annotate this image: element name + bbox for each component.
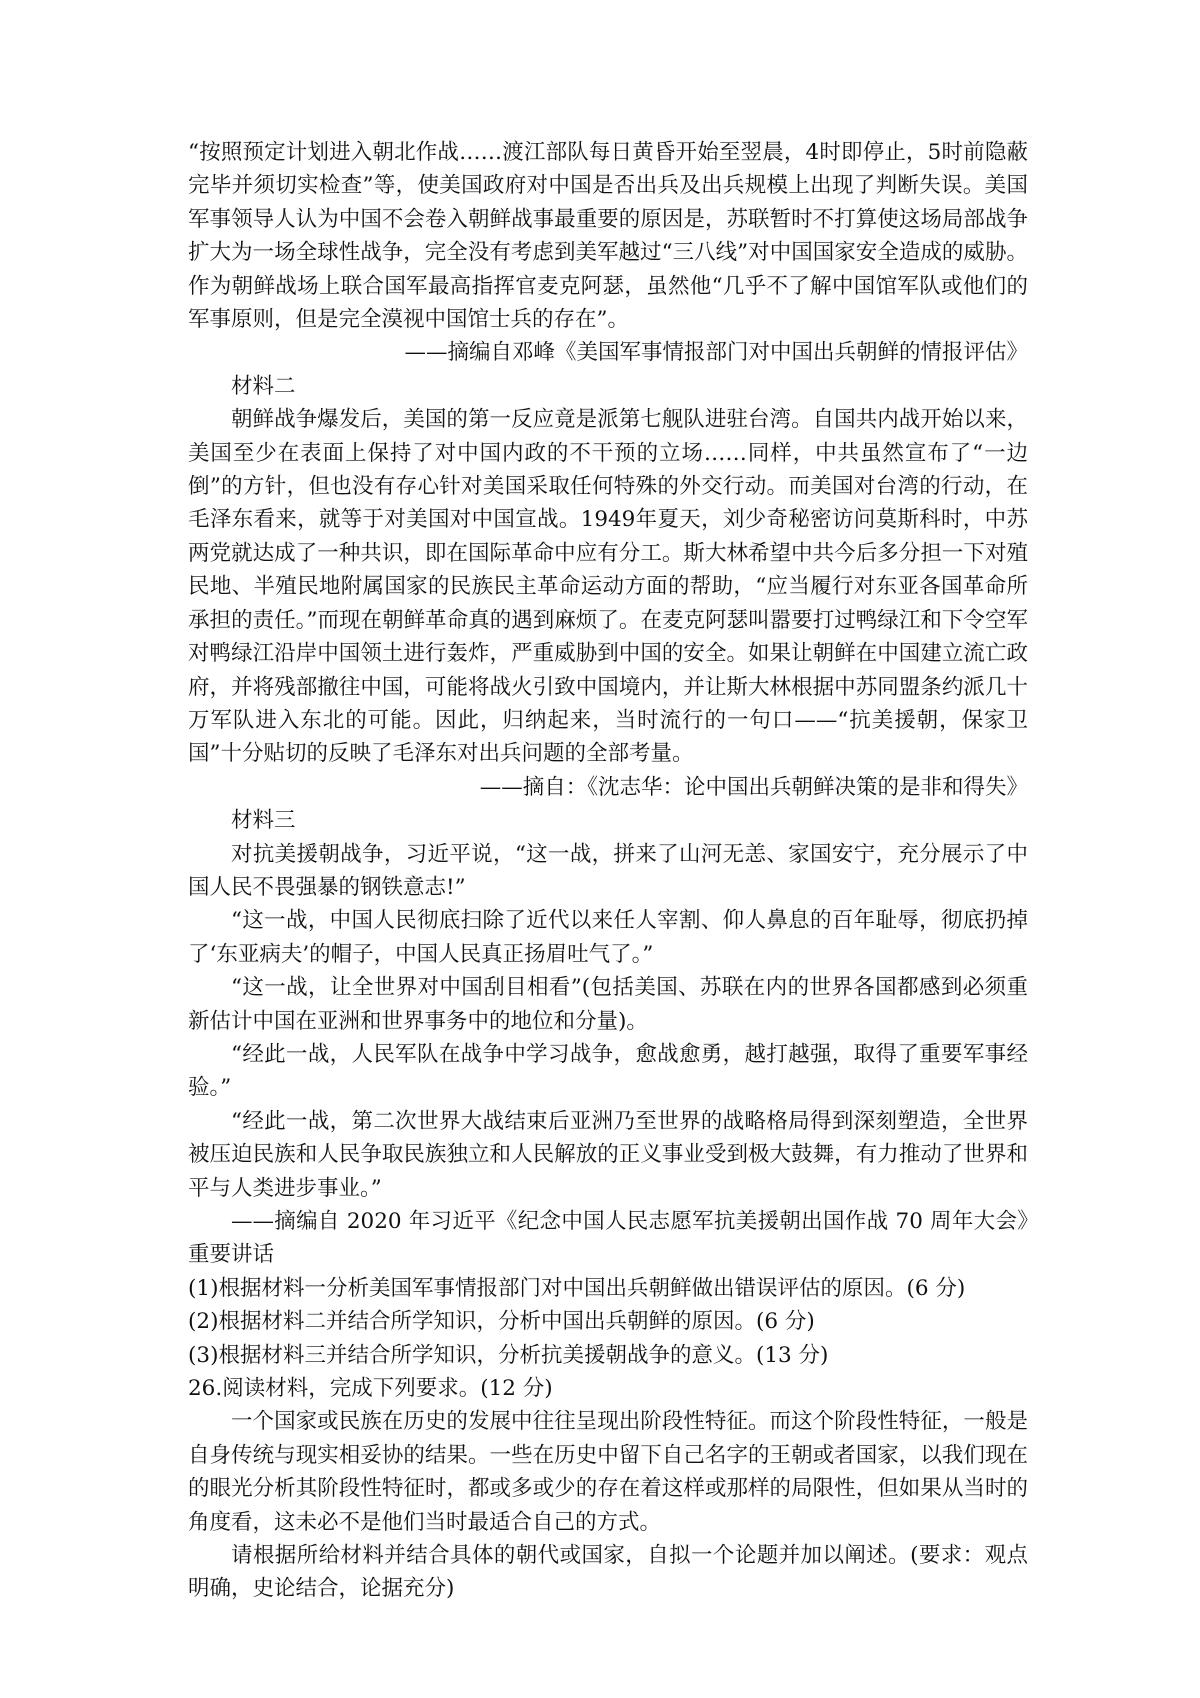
material2-label: 材料二 [231,373,296,399]
material3-paragraph: “经此一战，第二次世界大战结束后亚洲乃至世界的战略格局得到深刻塑造，全世界被压迫民族和人民争取民族独立和人民解放的正义事业受到极大鼓舞，有力推动了世界和平与人类进步事业。” [188,1108,1028,1201]
question-26-paragraph: 一个国家或民族在历史的发展中往往呈现出阶段性特征。而这个阶段性特征，一般是自身传统与现实相妥协的结果。一些在历史中留下自己名字的王朝或者国家，以我们现在的眼光分析其阶段性特征时，都或多或少的存在着这样或那样的局限性，但如果从当时的角度看，这未必不是他们当时最适合自己的方式。 [188,1409,1028,1535]
material3-source: ——摘编自 2020 年习近平《纪念中国人民志愿军抗美援朝出国作战 70 周年大会》重要讲话 [188,1209,1028,1268]
material1-text: “按照预定计划进入朝北作战……渡江部队每日黄昏开始至翌晨，4时即停止，5时前隐蔽完毕并须切实检查”等，使美国政府对中国是否出兵及出兵规模上出现了判断失误。美国军事领导人认为中国不会卷入朝鲜战事最重要的原因是，苏联暂时不打算使这场局部战争扩大为一场全球性战争，完全没有考虑到美军越过“三八线”对中国国家安全造成的威胁。作为朝鲜战场上联合国军最高指挥官麦克阿瑟，虽然他“几乎不了解中国馆军队或他们的军事原则，但是完全漠视中国馆士兵的存在”。 [188,140,1028,333]
material2-source: ——摘自：《沈志华：论中国出兵朝鲜决策的是非和得失》 [479,774,1028,800]
material3-paragraph: “这一战，中国人民彻底扫除了近代以来任人宰割、仰人鼻息的百年耻辱，彻底扔掉了‘东亚病夫’的帽子，中国人民真正扬眉吐气了。” [188,908,1028,967]
question-2: (2)根据材料二并结合所学知识，分析中国出兵朝鲜的原因。(6 分) [188,1309,815,1335]
content-column [188,136,1028,1606]
question-3: (3)根据材料三并结合所学知识，分析抗美援朝战争的意义。(13 分) [188,1342,829,1368]
question-26-instruction: 请根据所给材料并结合具体的朝代或国家，自拟一个论题并加以阐述。(要求：观点明确，史论结合，论据充分) [188,1543,1028,1602]
material1-source: ——摘编自邓峰《美国军事情报部门对中国出兵朝鲜的情报评估》 [404,340,1028,366]
material2-text: 朝鲜战争爆发后，美国的第一反应竟是派第七舰队进驻台湾。自国共内战开始以来，美国至少在表面上保持了对中国内政的不干预的立场……同样，中共虽然宣布了“一边倒”的方针，但也没有存心针对美国采取任何特殊的外交行动。而美国对台湾的行动，在毛泽东看来，就等于对美国对中国宣战。1949年夏天，刘少奇秘密访问莫斯科时，中苏两党就达成了一种共识，即在国际革命中应有分工。斯大林希望中共今后多分担一下对殖民地、半殖民地附属国家的民族民主革命运动方面的帮助，“应当履行对东亚各国革命所承担的责任。”而现在朝鲜革命真的遇到麻烦了。在麦克阿瑟叫嚣要打过鸭绿江和下令空军对鸭绿江沿岸中国领土进行轰炸，严重威胁到中国的安全。如果让朝鲜在中国建立流亡政府，并将残部撤往中国，可能将战火引致中国境内，并让斯大林根据中苏同盟条约派几十万军队进入东北的可能。因此，归纳起来，当时流行的一句口——“抗美援朝，保家卫国”十分贴切的反映了毛泽东对出兵问题的全部考量。 [188,407,1028,767]
material3-paragraph: “这一战，让全世界对中国刮目相看”(包括美国、苏联在内的世界各国都感到必须重新估计中国在亚洲和世界事务中的地位和分量)。 [188,975,1028,1034]
material3-paragraph: “经此一战，人民军队在战争中学习战争，愈战愈勇，越打越强，取得了重要军事经验。” [188,1041,1028,1101]
material3-paragraph: 对抗美援朝战争，习近平说，“这一战，拼来了山河无恙、家国安宁，充分展示了中国人民不畏强暴的钢铁意志!” [188,841,1028,900]
question-26-title: 26.阅读材料，完成下列要求。(12 分) [188,1376,553,1402]
question-1: (1)根据材料一分析美国军事情报部门对中国出兵朝鲜做出错误评估的原因。(6 分) [188,1275,966,1301]
material3-label: 材料三 [231,808,296,834]
